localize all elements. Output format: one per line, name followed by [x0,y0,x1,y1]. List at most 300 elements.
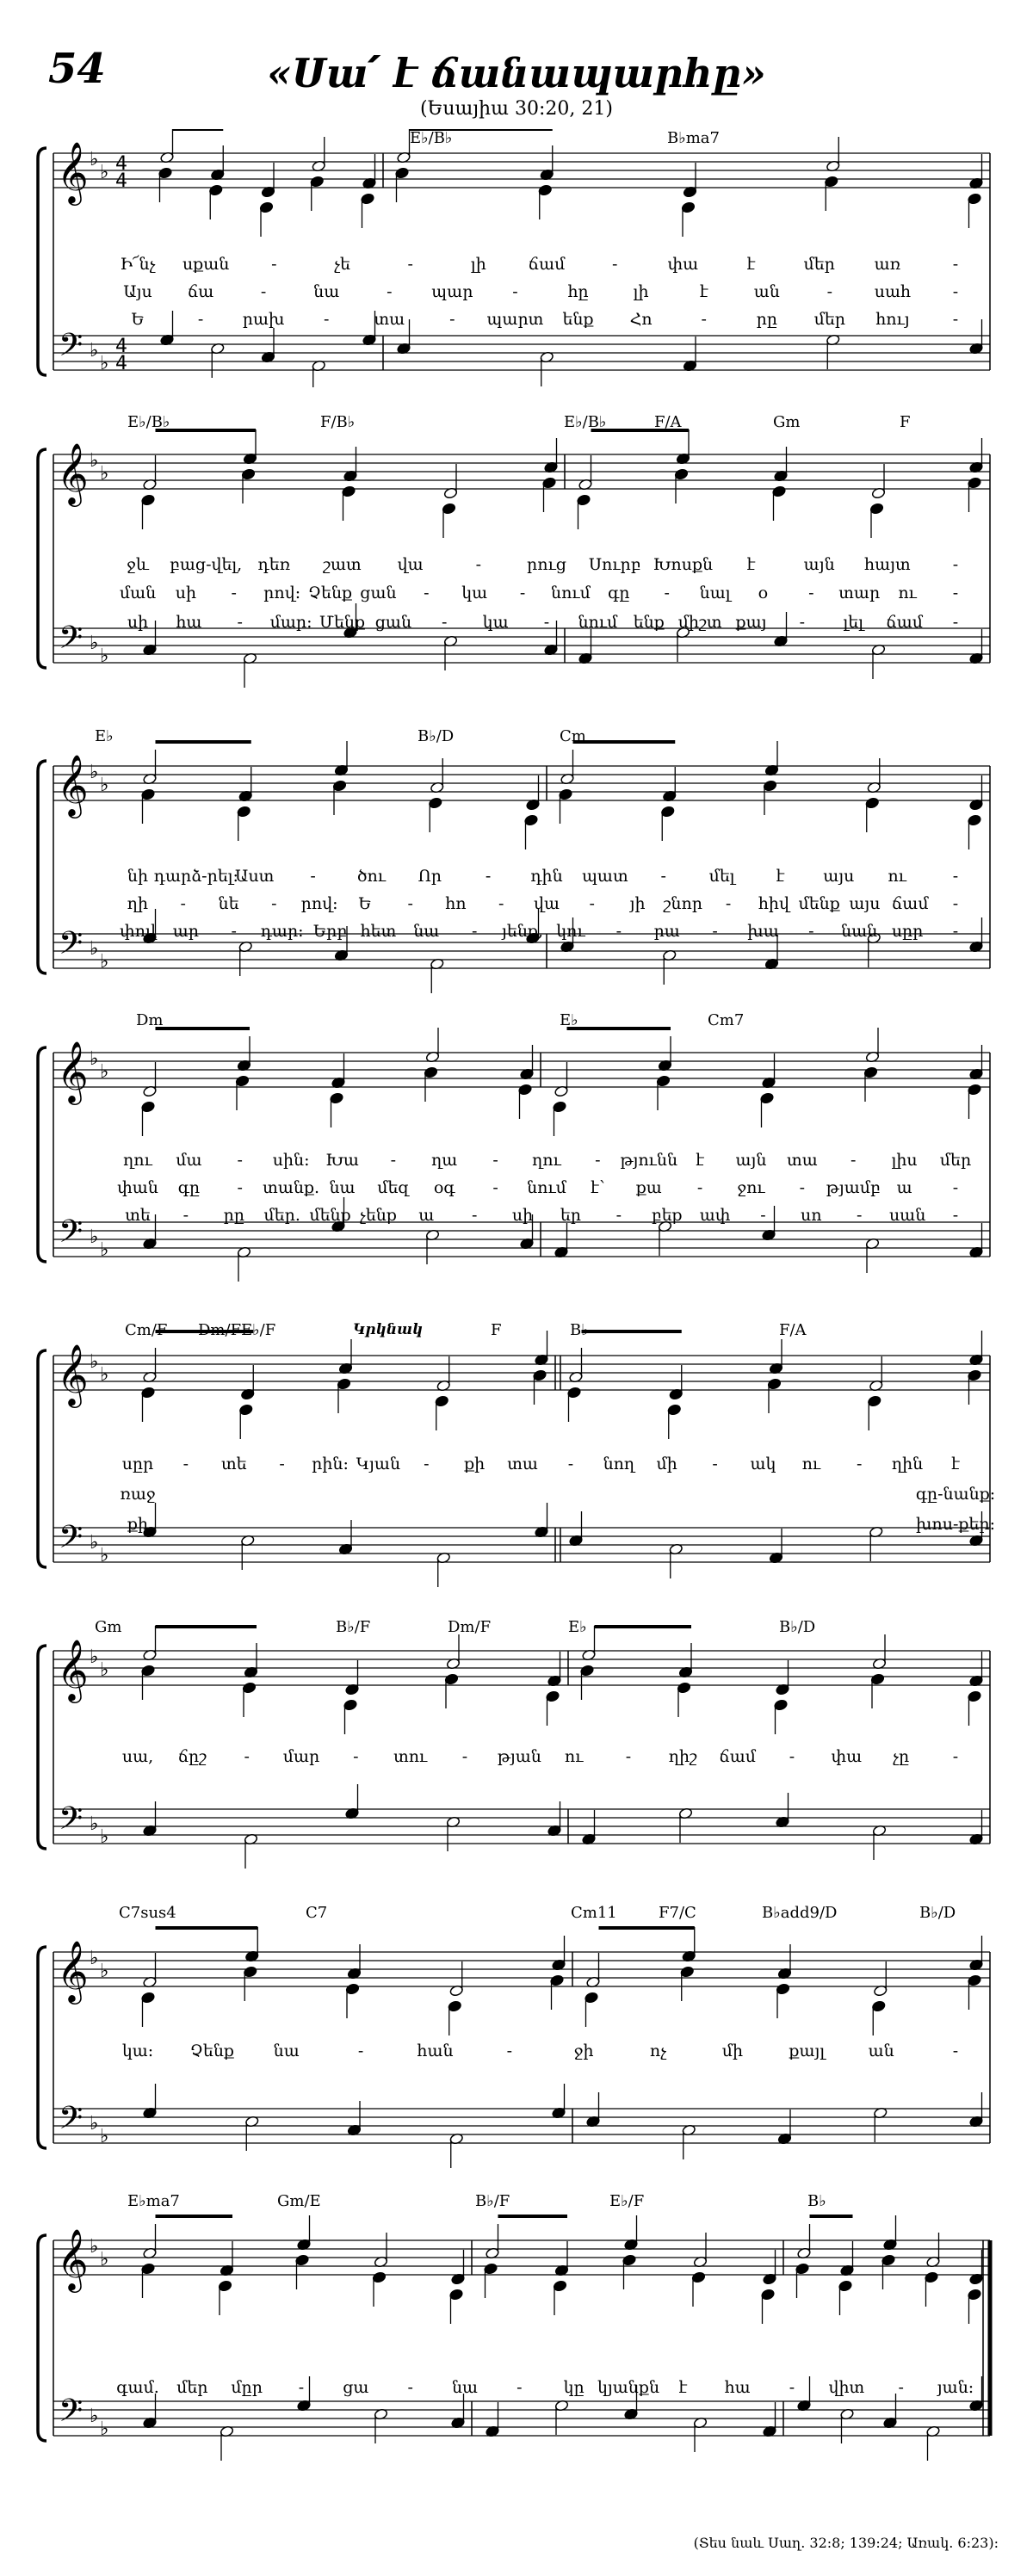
lyric-syllable: է՝ [591,1178,605,1197]
note-head [585,1992,599,2004]
note-head [243,1966,257,1978]
lyric-syllable: - [789,1747,795,1766]
chord-symbol: Gm [773,413,801,431]
note-head [141,788,156,800]
lyric-syllable: ու [888,867,906,886]
note-head [553,1101,567,1113]
lyric-syllable: ջև [127,555,149,574]
chord-symbol: E♭ma7 [127,2192,180,2210]
lyric-syllable: - [271,894,277,913]
lyric-syllable: - [442,613,448,632]
lyric-syllable: Հո [629,310,653,329]
staff-system [0,413,1033,701]
note-head [870,1673,885,1685]
lyric-syllable: սքան [182,255,230,274]
note-head [218,2280,232,2292]
lyric-syllable: սի [511,1206,534,1225]
lyric-syllable: - [407,2378,413,2397]
note-head [141,1101,156,1113]
note-head [968,1974,982,1986]
chord-symbol: E♭ [560,1011,578,1029]
note-head [295,2254,310,2266]
lyric-syllable: Երբ [312,922,348,941]
lyric-syllable: - [664,584,670,602]
chord-symbol: F7/C [659,1904,696,1922]
lyric-syllable: - [180,894,186,913]
staff-system [0,2190,1033,2526]
note-head [774,1699,789,1711]
lyric-syllable: սին: [272,1151,310,1170]
chord-symbol: Gm [95,1618,122,1636]
note-head [484,2263,498,2275]
flat-sign-icon: ♭ [100,463,109,485]
note-head [681,201,696,213]
flat-sign-icon: ♭ [100,1545,109,1566]
lyric-syllable: Չենք [189,2042,234,2060]
lyric-syllable: միշտ [677,613,722,632]
chord-symbol: F/A [779,1321,807,1339]
lyric-syllable: - [898,2378,904,2397]
treble-clef-icon: 𝄞 [57,1343,89,1405]
note-head [968,814,982,826]
lyric-syllable: ենք [562,310,594,329]
system-bracket [38,1350,46,1567]
lyric-syllable: - [492,1151,498,1170]
note-head [442,503,456,515]
note-head [677,1682,691,1694]
chord-symbol: E♭/F [241,1321,276,1339]
lyric-syllable: նա [273,2042,300,2060]
lyric-syllable: Ի՜նչ [120,255,156,274]
lyric-syllable: հա [724,2378,751,2397]
lyric-syllable: - [498,894,504,913]
lyric-syllable: քի [464,1455,486,1473]
flat-sign-icon: ♭ [100,353,109,374]
refrain-marking: Կրկնակ [353,1321,424,1338]
lyric-syllable: ճըշ [177,1747,207,1766]
lyric-syllable: է [699,282,708,301]
lyric-syllable: - [712,1455,718,1473]
lyric-syllable: - [353,1747,359,1766]
flat-sign-icon: ♭ [100,775,109,796]
lyric-syllable: չե [334,255,350,274]
note-head [538,184,553,196]
flat-sign-icon: ♭ [100,1961,109,1982]
lyric-syllable: - [424,1455,430,1473]
lyric-syllable: շնոր [663,894,703,913]
flat-sign-icon: ♭ [90,1351,99,1373]
lyric-syllable: ջի [573,2042,594,2060]
lyric-syllable: պար [431,282,473,301]
note-head [760,1092,775,1104]
lyric-syllable: - [696,1178,703,1197]
flat-sign-icon: ♭ [90,1226,99,1248]
lyric-syllable: Աստ [235,867,275,886]
lyric-syllable: ճամ [528,255,566,274]
lyric-syllable: պարտ [486,310,544,329]
lyric-syllable: լել [843,613,864,632]
lyric-syllable: - [725,894,732,913]
note-head [968,1690,982,1702]
lyric-syllable: - [279,1455,285,1473]
note-head [776,1983,790,1995]
lyric-syllable: ման [119,584,157,602]
lyric-syllable: ենք [633,613,665,632]
lyric-syllable: - [701,310,707,329]
lyric-syllable: Չենք [307,584,353,602]
staff-system [0,1011,1033,1295]
lyric-syllable: մել [708,867,735,886]
flat-sign-icon: ♭ [100,2126,109,2147]
lyric-syllable: մեր [803,255,835,274]
lyric-syllable: ան [868,2042,894,2060]
lyric-syllable: առ [874,255,901,274]
note-head [141,1387,156,1399]
chord-symbol: B♭ma7 [667,129,720,147]
lyric-syllable: քա [635,1178,662,1197]
chord-symbol: Gm/E [277,2192,321,2210]
lyric-syllable: ակ [750,1455,776,1473]
note-head [141,1992,156,2004]
lyric-syllable: ղի [127,894,149,913]
lyric-syllable: է [696,1151,704,1170]
chord-symbol: Dm [136,1011,164,1029]
lyric-syllable: ճամ [886,613,923,632]
note-head [968,477,982,489]
lyric-syllable: սան [888,1206,926,1225]
note-head [524,814,539,826]
lyric-syllable: այն [803,555,835,574]
lyric-syllable: ծու [356,867,387,886]
lyric-syllable: ղին [892,1455,924,1473]
lyric-syllable: կա [482,613,509,632]
flat-sign-icon: ♭ [100,646,109,667]
system-bracket [38,2235,46,2441]
note-head [259,201,274,213]
lyric-syllable: է [746,255,756,274]
lyric-syllable: - [485,867,492,886]
flat-sign-icon: ♭ [100,1659,109,1681]
chord-symbol: Cm [560,727,586,745]
lyric-syllable: մեզ [377,1178,410,1197]
lyric-syllable: գը [608,584,630,602]
lyric-syllable: սըր [891,922,924,941]
note-head [342,485,356,497]
lyric-syllable: այս [849,894,881,913]
lyric-syllable: դար: [260,922,304,941]
lyric-syllable: րուց [527,555,566,574]
lyric-syllable: - [595,1151,601,1170]
lyric-syllable: չենք [359,1206,397,1225]
lyric-syllable: գամ. [116,2378,159,2397]
lyric-syllable: - [506,2042,513,2060]
lyric-syllable: Մենք [319,613,366,632]
treble-clef-icon: 𝄞 [57,140,89,203]
chord-symbol: B♭add9/D [762,1904,838,1922]
lyric-syllable: - [390,1151,397,1170]
note-head [158,167,173,179]
system-bracket [38,148,46,375]
lyric-syllable: - [271,255,277,274]
lyric-syllable: - [407,255,413,274]
lyric-syllable: - [516,2378,523,2397]
scripture-reference: (Եսայիա 30:20, 21) [420,98,613,120]
note-head [241,468,256,480]
chord-symbol: F/A [654,413,682,431]
lyric-syllable: տու [393,1747,428,1766]
note-head [580,1665,595,1677]
lyric-syllable: թյունն [620,1151,678,1170]
chord-symbol: Cm/F [125,1321,168,1339]
lyric-syllable: ու [564,1747,584,1766]
chord-symbol: Dm/F [448,1618,492,1636]
lyric-syllable: - [182,1455,189,1473]
staff-system [0,1321,1033,1597]
note-head [761,2289,776,2301]
lyric-syllable: վիտ [828,2378,865,2397]
lyric-syllable: խոս-քեր: [915,1515,996,1534]
lyric-syllable: լի [470,255,486,274]
lyric-syllable: դեռ [257,555,291,574]
lyric-syllable: քի [127,1515,149,1534]
lyric-syllable: հիվ [758,894,789,913]
lyric-syllable: դին [530,867,563,886]
note-head [767,1378,782,1390]
flat-sign-icon: ♭ [90,2406,99,2427]
note-head [674,468,689,480]
lyric-syllable: - [857,1455,863,1473]
lyric-syllable: ղու [532,1151,561,1170]
treble-clef-icon: 𝄞 [57,442,89,504]
lyric-syllable: օգ [433,1178,455,1197]
note-head [968,193,982,205]
note-head [680,1966,695,1978]
lyric-syllable: - [952,2042,959,2060]
lyric-syllable: փա [667,255,699,274]
lyric-syllable: դարձ-րել: [153,867,238,886]
lyric-syllable: - [567,1455,574,1473]
lyric-syllable: - [424,584,430,602]
bass-clef-icon: 𝄢 [59,2393,84,2437]
chord-symbol: E♭/B♭ [410,129,453,147]
lyric-syllable: մըր [231,2378,263,2397]
note-head [660,806,675,818]
chord-symbol: B♭/F [336,1618,371,1636]
chord-symbol: Dm/F [198,1321,242,1339]
lyric-syllable: - [475,555,482,574]
lyric-syllable: հետ [360,922,397,941]
time-signature: 4 [115,170,127,192]
note-head [208,184,223,196]
lyric-syllable: խա [747,922,779,941]
lyric-syllable: է [678,2378,688,2397]
lyric-syllable: Խոսքն [653,555,714,574]
lyric-syllable: նում [551,584,591,602]
note-head [795,2263,810,2275]
lyric-syllable: - [660,867,666,886]
lyric-syllable: կա [461,584,488,602]
lyric-syllable: նում [527,1178,566,1197]
treble-clef-icon: 𝄞 [57,753,89,816]
bass-clef-icon: 𝄢 [59,925,84,969]
lyric-syllable: Կյան [356,1455,401,1473]
lyric-syllable: ղու [123,1151,152,1170]
lyric-syllable: լի [633,282,649,301]
note-head [395,167,410,179]
lyric-syllable: - [952,867,959,886]
lyric-syllable: նի [127,867,149,886]
lyric-syllable: - [471,1206,478,1225]
flat-sign-icon: ♭ [90,450,99,472]
chord-symbol: C7 [306,1904,328,1922]
chord-symbol: E♭/B♭ [127,413,170,431]
lyric-syllable: ճա [187,282,214,301]
lyric-syllable: շատ [323,555,362,574]
lyric-syllable: տա [374,310,405,329]
lyric-syllable: սա, [121,1747,154,1766]
chord-symbol: F [491,1321,502,1339]
lyric-syllable: - [808,922,814,941]
lyric-syllable: - [407,894,413,913]
note-head [310,176,325,188]
flat-sign-icon: ♭ [90,633,99,654]
lyric-syllable: - [324,310,330,329]
treble-clef-icon: 𝄞 [57,1939,89,2002]
lyric-syllable: րին: [312,1455,349,1473]
note-head [435,1395,449,1407]
system-bracket [38,1947,46,2148]
lyric-syllable: րա [653,922,680,941]
lyric-syllable: հույ [875,310,910,329]
chord-symbol: B♭/D [418,727,455,745]
lyric-syllable: րախ [242,310,285,329]
bass-clef-icon: 𝄢 [59,2100,84,2144]
lyric-syllable: քայլ [789,2042,826,2060]
lyric-syllable: Սուրբ [588,555,641,574]
lyric-syllable: - [461,1747,468,1766]
lyric-syllable: տա [507,1455,538,1473]
lyric-syllable: - [857,1206,863,1225]
lyric-syllable: - [543,613,550,632]
lyric-syllable: տե [220,1455,247,1473]
lyric-syllable: - [712,922,718,941]
time-signature: 4 [115,353,127,374]
lyric-syllable: ան [753,282,780,301]
lyric-syllable: սի [127,613,149,632]
lyric-syllable: ափ [699,1206,731,1225]
lyric-syllable: այն [735,1151,767,1170]
lyric-syllable: րը [223,1206,244,1225]
note-head [925,2271,939,2283]
system-bracket [38,1646,46,1849]
lyric-syllable: բաց-վել, [170,555,243,574]
chord-symbol: F/B♭ [320,413,356,431]
chord-symbol: F [900,413,911,431]
lyric-syllable: - [611,255,618,274]
lyric-syllable: սահ [874,282,912,301]
lyric-syllable: - [952,894,959,913]
lyric-syllable: թյան [497,1747,541,1766]
flat-sign-icon: ♭ [100,2249,109,2270]
note-head [372,2271,387,2283]
lyric-syllable: այս [823,867,855,886]
chord-symbol: B♭/F [475,2192,510,2210]
flat-sign-icon: ♭ [90,2113,99,2134]
chord-symbol: E♭/F [609,2192,645,2210]
lyric-syllable: ռաջ [120,1485,156,1504]
chord-symbol: Cm7 [708,1011,745,1029]
lyric-syllable: հա [176,613,202,632]
chord-symbol: E♭ [568,1618,587,1636]
lyric-syllable: վա [534,894,560,913]
lyric-syllable: ա [896,1178,912,1197]
note-head [238,1404,253,1416]
lyric-syllable: ջու [737,1178,765,1197]
lyric-syllable: - [615,922,622,941]
note-head [141,494,156,506]
lyric-syllable: օ [758,584,769,602]
flat-sign-icon: ♭ [100,2418,109,2440]
lyric-syllable: ճամ [891,894,929,913]
page-number: 54 [48,45,106,93]
lyric-syllable: - [182,1206,189,1225]
lyric-syllable: - [952,310,959,329]
lyric-syllable: բեք [651,1206,683,1225]
lyric-syllable: քայ [735,613,767,632]
chord-symbol: B♭/D [919,1904,956,1922]
lyric-syllable: հայտ [864,555,911,574]
lyric-syllable: Որ [418,867,442,886]
lyric-syllable: Այս [123,282,152,301]
note-head [550,1974,565,1986]
lyric-syllable: եր [560,1206,582,1225]
lyric-syllable: - [826,282,833,301]
note-head [869,503,884,515]
lyric-syllable: - [799,1178,806,1197]
lyric-syllable: նում [578,613,618,632]
lyric-syllable: մար [282,1747,320,1766]
lyric-syllable: փա [831,1747,863,1766]
lyric-syllable: գը-նանք: [915,1485,996,1504]
flat-sign-icon: ♭ [100,1061,109,1083]
lyric-syllable: - [449,310,455,329]
lyric-syllable: տե [125,1206,151,1225]
lyric-syllable: - [808,584,814,602]
lyric-syllable: - [799,613,806,632]
note-head [518,1084,533,1096]
flat-sign-icon: ♭ [90,1813,99,1835]
system-bracket [38,1047,46,1262]
lyric-syllable: - [237,1151,243,1170]
lyric-syllable: մի [656,1455,677,1473]
time-signature: 4 [115,153,127,175]
lyric-syllable: ղա [431,1151,458,1170]
note-head [533,1369,547,1381]
staff-system [0,1618,1033,1885]
note-head [237,806,251,818]
lyric-syllable: նող [603,1455,635,1473]
lyric-syllable: - [952,1178,959,1197]
lyric-syllable: - [231,922,237,941]
lyric-syllable: - [512,282,518,301]
treble-clef-icon: 𝄞 [57,1638,89,1701]
lyric-syllable: - [760,1206,766,1225]
note-head [345,1983,360,1995]
note-head [968,2289,982,2301]
lyric-syllable: ոչ [649,2042,667,2060]
note-head [424,1066,438,1078]
note-head [332,780,347,792]
